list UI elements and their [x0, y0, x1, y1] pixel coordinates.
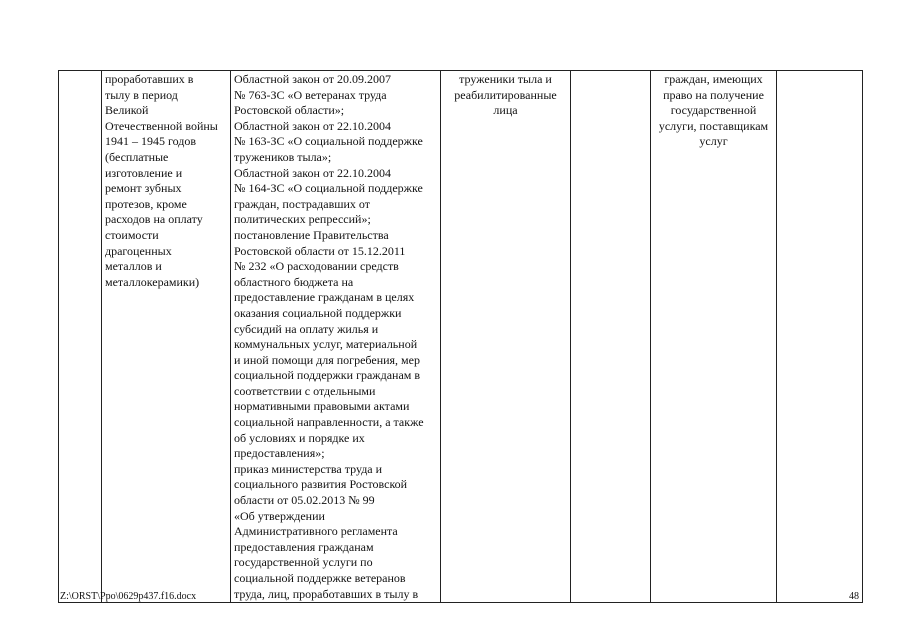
cell-text-line: постановление Правительства [234, 227, 389, 242]
cell-text-line: предоставления гражданам [234, 539, 374, 554]
cell-text-line: субсидий на оплату жилья и [234, 321, 379, 336]
cell-text-line: услуг [699, 134, 728, 149]
service-name-cell [102, 71, 231, 603]
cell-text-line: труженики тыла и [459, 72, 552, 86]
cell-text-line: социальной поддержке ветеранов [234, 571, 406, 585]
recipients-cell [441, 71, 571, 603]
number-cell [59, 71, 102, 603]
cell-text-line: расходов на оплату [105, 212, 203, 227]
cell-text-line: Отечественной войны [105, 118, 218, 133]
cell-text-line: лица [493, 103, 518, 118]
footer-file-path: Z:\ORST\Ppo\0629p437.f16.docx [60, 591, 197, 602]
cell-text-line: государственной услуги по [234, 555, 373, 570]
cell-text-line: «Об утверждении [234, 508, 325, 523]
cell-text-line: проработавших в [105, 72, 194, 86]
cell-text-line: 1941 – 1945 годов [105, 134, 197, 149]
cell-text-line: труда, лиц, проработавших в тылу в [234, 586, 419, 601]
empty-cell [571, 71, 651, 603]
cell-text-line: Административного регламента [234, 524, 398, 539]
cell-text-line: № 763-ЗС «О ветеранах труда [234, 87, 387, 102]
cell-text-line: № 232 «О расходовании средств [234, 259, 399, 274]
cell-text-line: политических репрессий»; [234, 212, 371, 227]
cell-text-line: и иной помощи для погребения, мер [234, 352, 420, 367]
cell-text-line: Ростовской области»; [234, 103, 345, 118]
cell-text-line: об условиях и порядке их [234, 430, 365, 445]
cell-text-line: областного бюджета на [234, 274, 354, 289]
cell-text-line: Ростовской области от 15.12.2011 [234, 243, 406, 258]
cell-text-line: Областной закон от 20.09.2007 [234, 72, 391, 86]
cell-text-line: предоставление гражданам в целях [234, 290, 415, 305]
cell-text-line: изготовление и [105, 165, 183, 180]
cell-text-line: государственной [670, 103, 757, 118]
cell-text-line: оказания социальной поддержки [234, 305, 402, 320]
cell-text-line: Великой [105, 103, 149, 118]
empty-cell-last [777, 71, 863, 603]
cell-text-line: металлов и [105, 259, 162, 274]
cell-text-line: области от 05.02.2013 № 99 [234, 493, 375, 508]
cell-text-line: протезов, кроме [105, 196, 187, 211]
cell-text-line: тылу в период [105, 87, 178, 102]
cell-text-line: ремонт зубных [105, 181, 182, 196]
table-row [59, 71, 863, 603]
cell-text-line: № 163-ЗС «О социальной поддержке [234, 134, 423, 149]
cell-text-line: стоимости [105, 227, 159, 242]
provider-cell [651, 71, 777, 603]
cell-text-line: предоставления»; [234, 446, 325, 461]
cell-text-line: граждан, имеющих [664, 72, 763, 86]
cell-text-line: Областной закон от 22.10.2004 [234, 165, 391, 180]
cell-text-line: Областной закон от 22.10.2004 [234, 118, 391, 133]
cell-text-line: право на получение [663, 87, 764, 102]
cell-text-line: реабилитированные [454, 87, 557, 102]
services-table [58, 70, 863, 603]
cell-text-line: коммунальных услуг, материальной [234, 337, 418, 352]
cell-text-line: услуги, поставщикам [658, 118, 769, 133]
cell-text-line: драгоценных [105, 243, 172, 258]
cell-text-line: № 164-ЗС «О социальной поддержке [234, 181, 423, 196]
cell-text-line: соответствии с отдельными [234, 383, 376, 398]
cell-text-line: металлокерамики) [105, 274, 200, 289]
cell-text-line: граждан, пострадавших от [234, 196, 371, 211]
page-number: 48 [849, 591, 859, 602]
cell-text-line: приказ министерства труда и [234, 461, 383, 476]
legal-basis-cell [231, 71, 441, 603]
cell-text-line: социального развития Ростовской [234, 477, 408, 492]
cell-text-line: тружеников тыла»; [234, 149, 332, 164]
cell-text-line: социальной направленности, а также [234, 415, 424, 430]
cell-text-line: нормативными правовыми актами [234, 399, 410, 414]
cell-text-line: (бесплатные [105, 149, 169, 164]
cell-text-line: социальной поддержки гражданам в [234, 368, 421, 383]
